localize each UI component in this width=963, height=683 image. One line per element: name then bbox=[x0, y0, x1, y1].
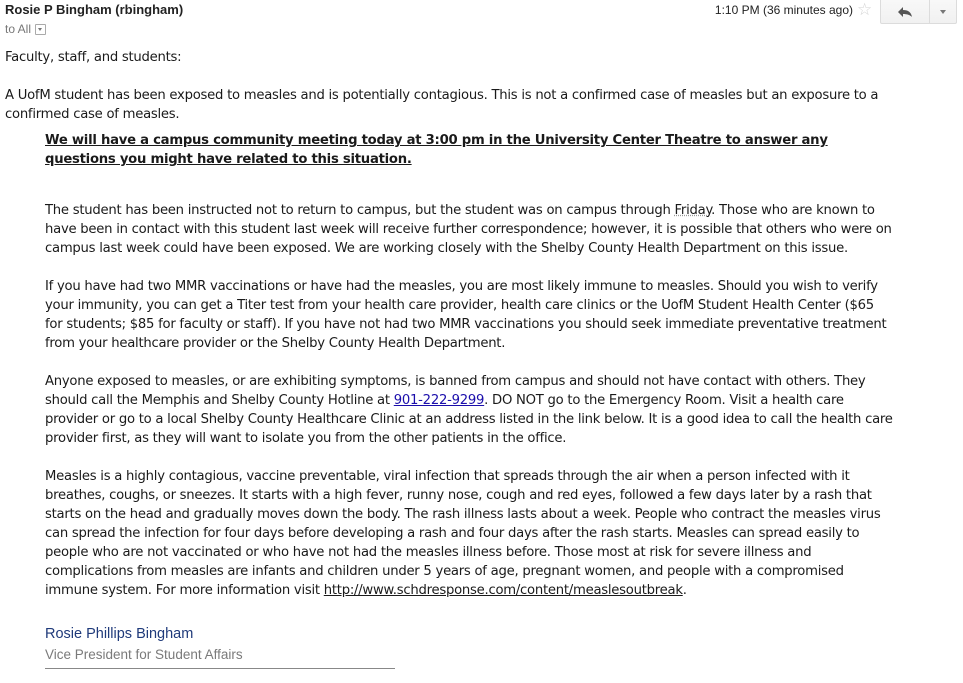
signature-divider bbox=[45, 668, 395, 669]
text: Measles is a highly contagious, vaccine preventable, viral infection that spreads through the air when a person infected with it breathes, coughs, or sneezes. It starts with a high fever, runny nose, cough and red eyes, followed a few days later by a rash that starts on the head and gradually moves down the body. The rash illness lasts about a week. People who contract the measles virus can spread the infection for four days before developing a rash and four days after the rash starts. Measles can spread easily to people who are not vaccinated or who have not had the measles illness before. Those most at risk for severe illness and complications from measles are infants and children under 5 years of age, pregnant women, and people with a compromised immune system. For more information visit bbox=[45, 469, 881, 598]
intro-paragraph: A UofM student has been exposed to measles and is potentially contagious. This is not a confirmed case of measles but an exposure to a confirmed case of measles. bbox=[5, 88, 879, 122]
signature-title: Vice President for Student Affairs bbox=[45, 647, 243, 662]
message-actions bbox=[880, 0, 957, 24]
signature-name: Rosie Phillips Bingham bbox=[45, 626, 194, 642]
paragraph-measles-info bbox=[45, 467, 895, 600]
show-details-dropdown-icon[interactable] bbox=[35, 24, 46, 35]
paragraph-immunity: If you have had two MMR vaccinations or have had the measles, you are most likely immune to measles. Should you wish to verify your immunity, you can get a Titer test from your health care provider, health care clinics or the UofM Student Health Center ($65 for students; $85 for faculty or staff). If you have not had two MMR vaccinations you should seek immediate preventative treatment from your healthcare provider or the Shelby County Health Department. bbox=[45, 279, 887, 351]
message-timestamp: 1:10 PM (36 minutes ago) bbox=[714, 3, 853, 17]
signature bbox=[45, 626, 395, 669]
star-icon[interactable]: ☆ bbox=[857, 0, 873, 19]
hotline-phone-link[interactable]: 901-222-9299 bbox=[393, 393, 485, 408]
chevron-down-icon bbox=[940, 10, 946, 14]
text: . DO NOT go to the Emergency Room. Visit a health care provider or go to a local Shelby County Healthcare Clinic at an address listed in the link below. It is a good idea to call the health care provider first, as they will want to isolate you from the other patients in the office. bbox=[45, 393, 893, 446]
text: . Those who are known to have been in contact with this student last week will receive further correspondence; however, it is possible that others who were on campus last week could have been exposed. We are working closely with the Shelby County Health Department on this issue. bbox=[45, 203, 892, 256]
sender-name[interactable]: Rosie P Bingham (rbingham) bbox=[5, 2, 184, 17]
more-actions-button[interactable] bbox=[930, 0, 956, 23]
message-header bbox=[0, 0, 963, 44]
info-url-link[interactable]: http://www.schdresponse.com/content/measlesoutbreak bbox=[323, 583, 683, 598]
paragraph-student-status bbox=[45, 201, 895, 258]
text: The student has been instructed not to return to campus, but the student was on campus through bbox=[45, 203, 675, 218]
meeting-announcement: We will have a campus community meeting today at 3:00 pm in the University Center Theatre to answer any questions you might have related to this situation. bbox=[45, 133, 828, 167]
paragraph-exposure bbox=[45, 372, 895, 448]
text: . bbox=[682, 583, 687, 598]
reply-icon bbox=[897, 6, 913, 18]
greeting: Faculty, staff, and students: bbox=[5, 50, 182, 65]
recipients-label: to All bbox=[5, 22, 32, 36]
recipients bbox=[5, 22, 46, 36]
reply-button[interactable] bbox=[881, 0, 930, 23]
date-link[interactable]: Friday bbox=[674, 203, 712, 218]
text: Anyone exposed to measles, or are exhibiting symptoms, is banned from campus and should not have contact with others. They should call the Memphis and Shelby County Hotline at bbox=[45, 374, 866, 408]
message-body bbox=[5, 48, 895, 619]
